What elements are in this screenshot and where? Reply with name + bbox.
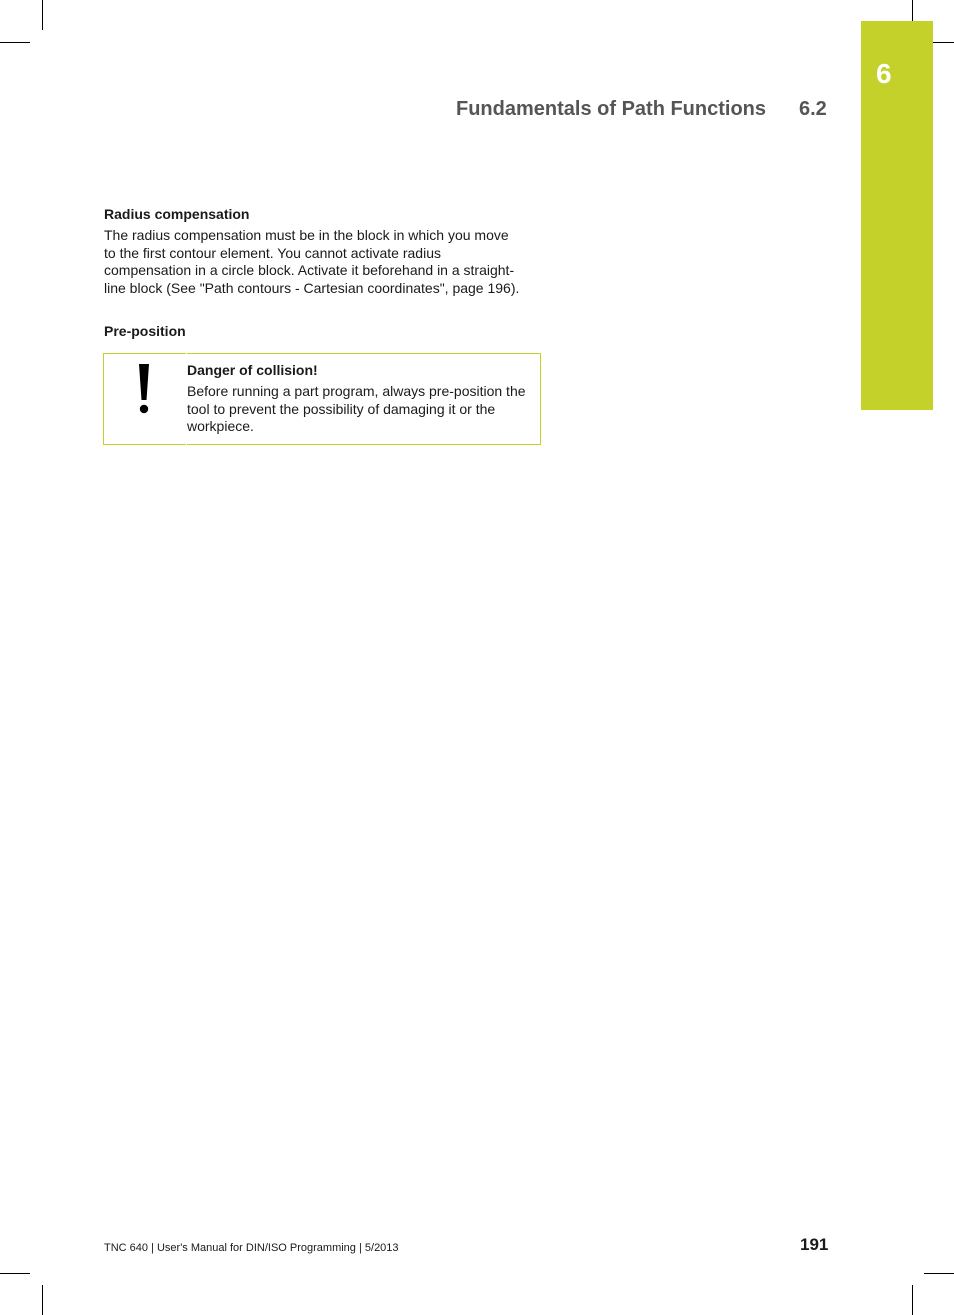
crop-mark bbox=[924, 1273, 954, 1274]
page-number: 191 bbox=[800, 1235, 829, 1254]
page-header-section-number: 6.2 bbox=[799, 98, 827, 120]
crop-mark bbox=[0, 1273, 30, 1274]
page-header-title: Fundamentals of Path Functions bbox=[456, 98, 767, 120]
pre-position-heading: Pre-position bbox=[104, 323, 186, 339]
warning-title: Danger of collision! bbox=[187, 362, 318, 378]
radius-compensation-paragraph: The radius compensation must be in the block in which you move to the first contour element. You cannot activate radius compensation in a circle block. Activate it beforehand in a straight-line block (See "Path contours - Cartesian coordinates", page 196). bbox=[104, 227, 520, 296]
crop-mark bbox=[42, 0, 43, 30]
radius-compensation-heading: Radius compensation bbox=[104, 206, 250, 222]
crop-mark bbox=[912, 1285, 913, 1315]
footer-text: TNC 640 | User's Manual for DIN/ISO Programming | 5/2013 bbox=[104, 1242, 399, 1254]
chapter-tab bbox=[861, 21, 933, 410]
warning-box bbox=[103, 353, 541, 445]
chapter-number: 6 bbox=[876, 58, 892, 89]
warning-text: Before running a part program, always pre-position the tool to prevent the possibility of damaging it or the workpiece. bbox=[187, 383, 526, 434]
crop-mark bbox=[0, 42, 30, 43]
crop-mark bbox=[42, 1285, 43, 1315]
exclamation-icon bbox=[132, 362, 156, 414]
